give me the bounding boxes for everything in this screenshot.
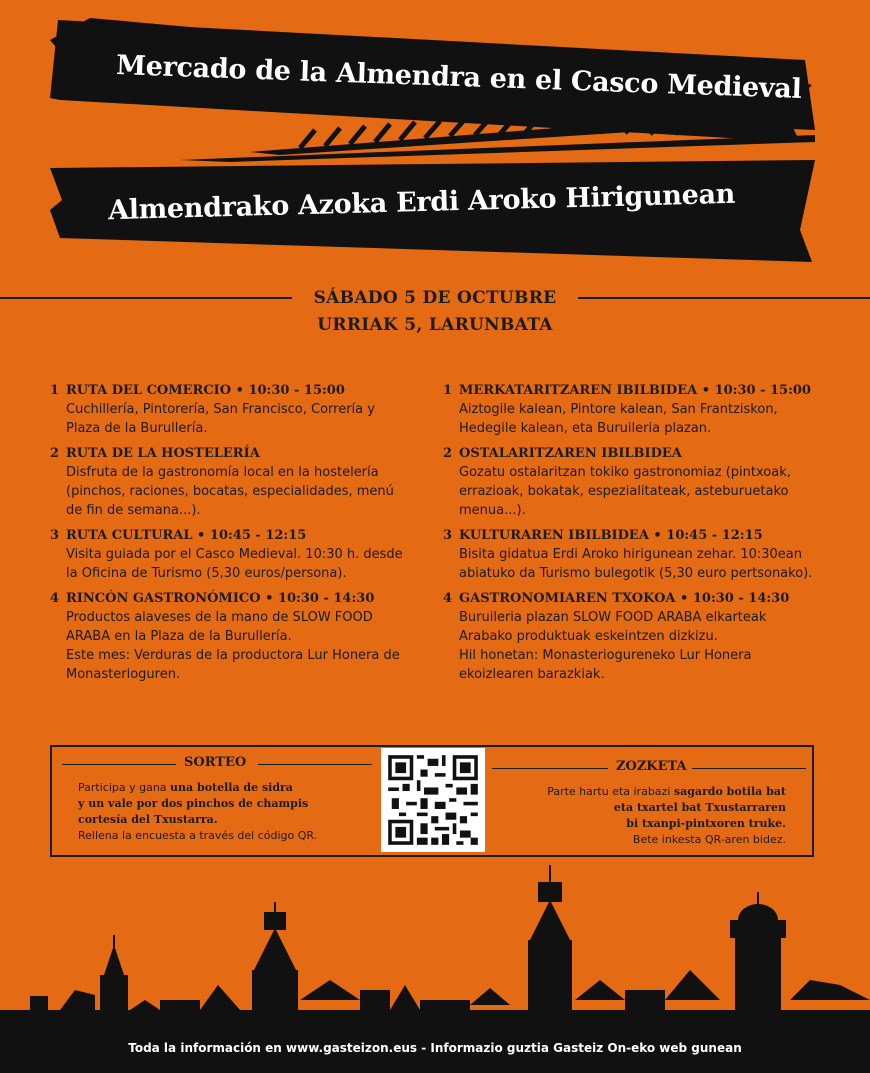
raffle-eu-prize-2: eta txartel bat Txustarraren: [613, 801, 786, 814]
route-time: 10:30 - 14:30: [692, 591, 790, 606]
route-item: [443, 444, 813, 520]
route-time: 10:30 - 15:00: [714, 383, 811, 398]
route-description-line: menua...).: [459, 503, 526, 518]
route-title: RINCÓN GASTRONÓMICO: [66, 591, 261, 606]
route-description-line: ARABA en la Plaza de la Burullería.: [66, 629, 292, 644]
route-number: 2: [443, 446, 453, 461]
title-banners: [0, 0, 870, 270]
route-description-line: Arabako produktuak eskeintzen dizkizu.: [459, 629, 718, 644]
bullet-separator: •: [260, 591, 278, 606]
route-number: 4: [50, 591, 60, 606]
bullet-separator: •: [675, 591, 693, 606]
route-description-line: de fin de semana...).: [66, 503, 201, 518]
route-number: 3: [50, 528, 60, 543]
raffle-rule-right2: [692, 768, 806, 769]
raffle-text-spanish: [78, 780, 317, 844]
route-description-line: Plaza de la Burullería.: [66, 421, 208, 436]
route-item: [443, 526, 813, 583]
routes-spanish: [50, 381, 420, 690]
title-spanish: Mercado de la Almendra en el Casco Medieval: [115, 50, 803, 105]
bullet-separator: •: [192, 528, 210, 543]
raffle-eu-instructions: Bete inkesta QR-aren bidez.: [632, 833, 786, 846]
route-description-line: Bisita gidatua Erdi Aroko hirigunean zehar. 10:30ean: [459, 547, 802, 562]
route-description-line: errazioak, bokatak, espezialitateak, asteburuetako: [459, 484, 789, 499]
route-description-line: Hil honetan: Monasteriogureneko Lur Honera: [459, 648, 752, 663]
route-number: 4: [443, 591, 453, 606]
route-title: OSTALARITZAREN IBILBIDEA: [459, 446, 682, 461]
route-title: RUTA DEL COMERCIO: [66, 383, 232, 398]
footer-info: Toda la información en www.gasteizon.eus - Informazio guztia Gasteiz On-eko web gunean: [128, 1041, 742, 1055]
raffle-eu-prize: sagardo botila bat: [673, 785, 786, 798]
route-description-line: abiatuko da Turismo bulegotik (5,30 euro pertsonako).: [459, 566, 813, 581]
route-number: 1: [443, 383, 453, 398]
raffle-es-instructions: Rellena la encuesta a través del código QR.: [78, 829, 318, 842]
qr-code-icon: [381, 748, 485, 852]
route-description-line: ekoizlearen barazkiak.: [459, 667, 605, 682]
route-item: [443, 589, 813, 684]
route-description-line: Disfruta de la gastronomía local en la hostelería: [66, 465, 379, 480]
route-item: [50, 526, 420, 583]
route-title: RUTA DE LA HOSTELERÍA: [66, 446, 260, 461]
route-title: GASTRONOMIAREN TXOKOA: [459, 591, 676, 606]
raffle-label-basque: ZOZKETA: [610, 759, 693, 774]
raffle-rule-left2: [258, 764, 372, 765]
raffle-rule-right: [492, 768, 608, 769]
route-description-line: la Oficina de Turismo (5,30 euros/persona).: [66, 566, 347, 581]
bullet-separator: •: [231, 383, 249, 398]
route-item: [443, 381, 813, 438]
route-description-line: Visita guiada por el Casco Medieval. 10:30 h. desde: [66, 547, 403, 562]
raffle-es-prize: una botella de sidra: [170, 781, 293, 794]
qr-code[interactable]: [381, 748, 485, 852]
title-basque: Almendrako Azoka Erdi Aroko Hirigunean: [107, 178, 736, 227]
route-time: 10:45 - 12:15: [209, 528, 307, 543]
date-spanish: SÁBADO 5 DE OCTUBRE: [313, 288, 557, 308]
route-description-line: Aiztogile kalean, Pintore kalean, San Frantziskon,: [459, 402, 778, 417]
route-item: [50, 444, 420, 520]
route-time: 10:30 - 15:00: [248, 383, 345, 398]
route-item: [50, 589, 420, 684]
date-basque: URRIAK 5, LARUNBATA: [317, 315, 553, 335]
raffle-eu-intro: Parte hartu eta irabazi: [547, 785, 671, 798]
route-item: [50, 381, 420, 438]
bullet-separator: •: [648, 528, 667, 543]
route-description-line: Buruileria plazan SLOW FOOD ARABA elkarteak: [459, 610, 767, 625]
route-title: KULTURAREN IBILBIDEA: [459, 528, 649, 543]
bullet-separator: •: [697, 383, 715, 398]
route-number: 3: [443, 528, 453, 543]
raffle-eu-sponsor: bi txanpi-pintxoren truke.: [626, 817, 786, 830]
route-time: 10:30 - 14:30: [277, 591, 375, 606]
raffle-rule-left: [62, 764, 176, 765]
raffle-text-basque: [547, 784, 786, 848]
route-title: MERKATARITZAREN IBILBIDEA: [459, 383, 698, 398]
route-description-line: Monasterioguren.: [66, 667, 181, 682]
route-description-line: Hedegile kalean, eta Buruileria plazan.: [459, 421, 712, 436]
route-description-line: Gozatu ostalaritzan tokiko gastronomiaz (pintxoak,: [459, 465, 791, 480]
route-description-line: (pinchos, raciones, bocatas, especialidades, menú: [66, 484, 394, 499]
raffle-es-prize-2: y un vale por dos pinchos de champis: [78, 797, 309, 810]
route-number: 1: [50, 383, 60, 398]
route-number: 2: [50, 446, 60, 461]
raffle-label-spanish: SORTEO: [178, 755, 252, 770]
route-title: RUTA CULTURAL: [66, 528, 193, 543]
route-description-line: Este mes: Verduras de la productora Lur Honera de: [66, 648, 400, 663]
route-description-line: Productos alaveses de la mano de SLOW FOOD: [66, 610, 373, 625]
routes-basque: [443, 381, 813, 690]
raffle-es-sponsor: cortesía del Txustarra.: [78, 813, 218, 826]
route-description-line: Cuchillería, Pintorería, San Francisco, Correría y: [66, 402, 375, 417]
raffle-es-intro: Participa y gana: [78, 781, 167, 794]
route-time: 10:45 - 12:15: [666, 528, 763, 543]
